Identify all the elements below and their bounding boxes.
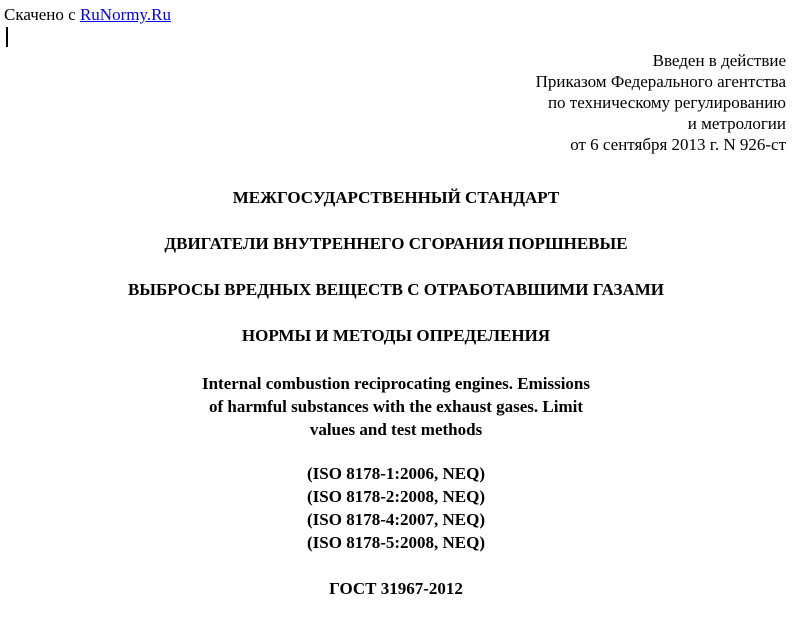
source-prefix: Скачено с bbox=[4, 5, 80, 24]
standard-type-heading: МЕЖГОСУДАРСТВЕННЫЙ СТАНДАРТ bbox=[232, 188, 560, 207]
approval-block bbox=[536, 50, 786, 155]
gost-designation: ГОСТ 31967-2012 bbox=[329, 579, 463, 598]
iso-reference: (ISO 8178-2:2008, NEQ) bbox=[306, 487, 486, 506]
approval-line: Введен в действие bbox=[652, 51, 786, 70]
iso-reference: (ISO 8178-1:2006, NEQ) bbox=[306, 464, 486, 483]
approval-line: по техническому регулированию bbox=[547, 93, 786, 112]
runormy-link[interactable]: RuNormy.Ru bbox=[79, 5, 171, 24]
english-title-line: Internal combustion reciprocating engines. Emissions bbox=[201, 374, 591, 393]
title-line-3: НОРМЫ И МЕТОДЫ ОПРЕДЕЛЕНИЯ bbox=[241, 326, 551, 345]
approval-line: и метрологии bbox=[687, 114, 786, 133]
iso-reference: (ISO 8178-4:2007, NEQ) bbox=[306, 510, 486, 529]
english-title-line: of harmful substances with the exhaust gases. Limit bbox=[208, 397, 584, 416]
source-line bbox=[4, 5, 171, 25]
title-line-2: ВЫБРОСЫ ВРЕДНЫХ ВЕЩЕСТВ С ОТРАБОТАВШИМИ ГАЗАМИ bbox=[127, 280, 665, 299]
iso-reference: (ISO 8178-5:2008, NEQ) bbox=[306, 533, 486, 552]
english-title bbox=[0, 372, 792, 441]
approval-line: Приказом Федерального агентства bbox=[535, 72, 786, 91]
iso-references bbox=[0, 462, 792, 554]
text-cursor bbox=[6, 27, 8, 47]
title-line-1: ДВИГАТЕЛИ ВНУТРЕННЕГО СГОРАНИЯ ПОРШНЕВЫЕ bbox=[164, 234, 628, 253]
approval-line: от 6 сентября 2013 г. N 926-ст bbox=[570, 135, 786, 154]
english-title-line: values and test methods bbox=[309, 420, 483, 439]
